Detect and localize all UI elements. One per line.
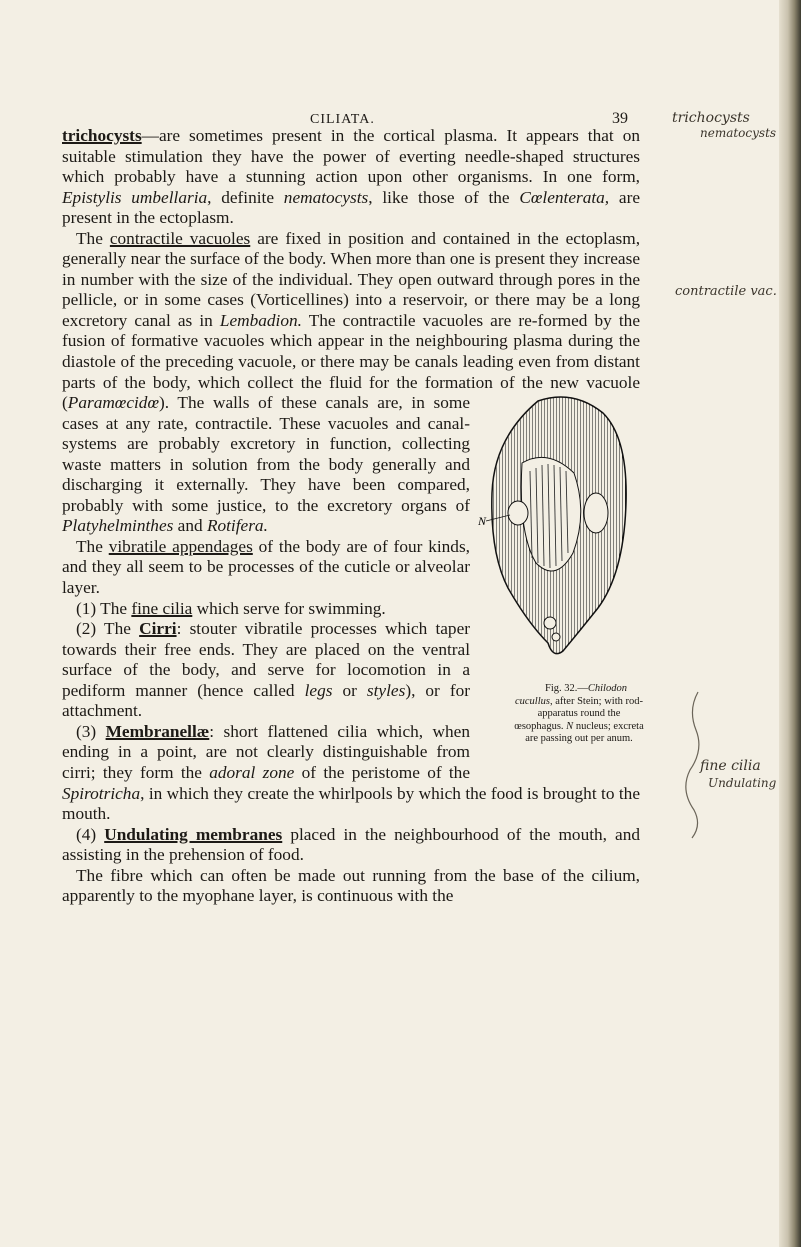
p1-text-a: —are sometimes present in the cortical plasma. It appears that on suitable stimulation they have the power of everting needle-shaped structures which probably have a stunning action upon other organisms. In one form, xyxy=(62,126,640,187)
term-undulating-membranes: Undulating membranes xyxy=(104,824,283,844)
term-cirri: Cirri xyxy=(139,619,177,639)
item4-text-b: placed in the neighbourhood of the mouth, and assisting in the prehension of food. xyxy=(62,824,640,865)
page-number: 39 xyxy=(612,110,628,127)
caption-text-b: , after Stein; with rod-apparatus round the œsophagus. xyxy=(514,695,644,732)
caption-text-c: nucleus; excreta are passing out per anum. xyxy=(525,720,644,745)
running-title: CILIATA. xyxy=(310,112,375,127)
body-text xyxy=(62,126,644,907)
margin-note-fine-cilia: fine cilia xyxy=(700,758,761,774)
term-membranellae: Membranellæ xyxy=(105,721,210,741)
pencil-bracket-mark xyxy=(668,690,708,840)
caption-n: N xyxy=(566,720,574,732)
taxon-coelenterata: Cœlenterata, xyxy=(519,187,610,207)
paragraph-fibre xyxy=(62,866,640,907)
p1-text-d: are present in the ectoplasm. xyxy=(62,187,640,228)
species-epistylis: Epistylis umbellaria xyxy=(62,187,208,207)
term-nematocysts: nematocysts xyxy=(283,187,369,207)
figure-32 xyxy=(478,393,644,777)
page-edge-shadow xyxy=(779,0,801,1247)
term-contractile-vacuoles: contractile vacuoles xyxy=(109,228,251,248)
term-vibratile-appendages: vibratile appendages xyxy=(108,536,253,556)
family-paramoecidae: Paramœcidœ xyxy=(67,393,159,413)
item2-text-b: : stouter vibratile processes which taper towards their free ends. They are placed on the ventral surface of the body, and serve for locomotion in a pediform manner (hence called xyxy=(62,619,470,700)
term-trichocysts: trichocysts xyxy=(62,126,142,145)
caption-species: Chilodon cucullus xyxy=(514,683,627,707)
caption-fig-number: Fig. 32.— xyxy=(545,683,588,695)
term-styles: styles xyxy=(366,680,406,700)
item4-text-a: (4) xyxy=(76,824,105,844)
p3-text-a: The xyxy=(76,536,109,556)
item3-text-a: (3) xyxy=(76,721,106,741)
margin-note-nematocysts: nematocysts xyxy=(700,126,777,140)
p1-text-b: , definite xyxy=(207,187,284,207)
item2-text-a: (2) The xyxy=(76,619,140,639)
item1-text-a: (1) The xyxy=(76,598,132,618)
figure-label-n: N xyxy=(478,514,487,529)
p3-text-b: of the body are of four kinds, and they all seem to be processes of the cuticle or alveolar layer. xyxy=(62,536,470,598)
item2-text-d: ), or for attachment. xyxy=(62,680,470,721)
term-legs: legs xyxy=(304,680,333,700)
p2-text-d: ). The walls of these canals are, in some cases at any rate, contractile. These vacuoles and canal-systems are probably excretory in function, collecting waste matters in solution from the body generally and discharging it externally. They have been compared, probably with some justice, to the excretory organs of xyxy=(62,393,470,515)
margin-note-undulating: Undulating xyxy=(708,776,777,790)
list-item-undulating-membranes xyxy=(62,825,640,866)
term-fine-cilia: fine cilia xyxy=(131,598,193,618)
item3-text-b: : short flattened cilia which, when ending in a point, are not clearly distinguishable from cirri; they form the xyxy=(62,721,470,782)
item1-text-b: which serve for swimming. xyxy=(192,598,386,618)
p2-text-c: The contractile vacuoles are re-formed by the fusion of formative vacuoles which appear in the neighbouring plasma during the diastole of the preceding vacuole, or there may be canals leading even from distant parts of the body, which collect the fluid for the formation of the new vacuole ( xyxy=(62,310,640,413)
item3-text-c: of the peristome of the xyxy=(294,762,470,782)
item3-text-d: , in which they create the whirlpools by which the food is brought to the mouth. xyxy=(62,783,640,824)
chilodon-illustration xyxy=(478,393,646,693)
margin-note-contractile: contractile vac. xyxy=(675,284,777,299)
term-adoral-zone: adoral zone xyxy=(209,762,295,782)
p2-text-a: The xyxy=(76,228,110,248)
figure-caption xyxy=(514,683,644,746)
taxon-platyhelminthes: Platyhelminthes xyxy=(62,516,174,536)
p4-text-a: The fibre which can often be made out running from the base of the cilium, apparently to the myophane layer, is continuous with the xyxy=(62,865,640,906)
item2-text-c: or xyxy=(332,680,367,700)
taxon-spirotricha: Spirotricha xyxy=(62,783,141,803)
margin-note-trichocysts: trichocysts xyxy=(672,110,750,126)
p1-text-c: , like those of the xyxy=(368,187,520,207)
genus-lembadion: Lembadion. xyxy=(219,310,302,330)
paragraph-trichocysts xyxy=(62,126,640,229)
p2-text-e: and xyxy=(173,516,207,536)
taxon-rotifera: Rotifera. xyxy=(206,516,268,536)
p2-text-b: are fixed in position and contained in the ectoplasm, generally near the surface of the body. When more than one is present they increase in number with the size of the individual. They open outward through pores in the pellicle, or in some cases (Vorticellines) into a reservoir, or there may be a long excretory canal as in xyxy=(62,228,641,330)
